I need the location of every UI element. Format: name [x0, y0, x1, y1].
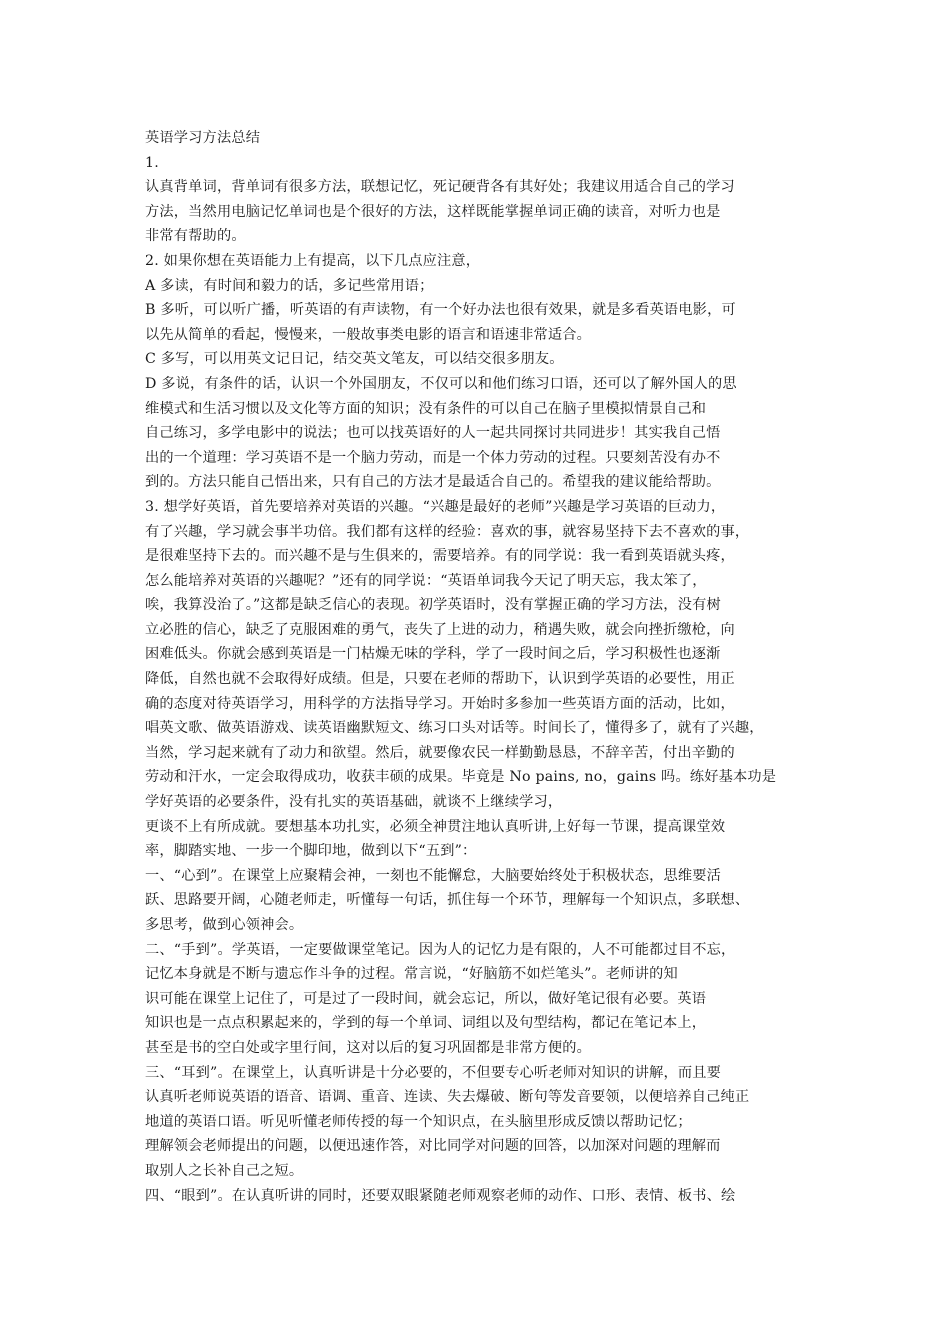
text-line: 识可能在课堂上记住了，可是过了一段时间，就会忘记，所以，做好笔记很有必要。英语: [145, 990, 707, 1007]
text-line: 方法，当然用电脑记忆单词也是个很好的方法，这样既能掌握单词正确的读音，对听力也是: [145, 203, 721, 220]
text-line: C 多写，可以用英文记日记，结交英文笔友，可以结交很多朋友。: [145, 351, 564, 368]
text-line: 降低，自然也就不会取得好成绩。但是，只要在老师的帮助下，认识到学英语的必要性，用正: [145, 671, 735, 688]
text-line: 二、“手到”。学英语，一定要做课堂笔记。因为人的记忆力是有限的，人不可能都过目不忘，: [145, 941, 736, 958]
text-line: B 多听，可以听广播，听英语的有声读物，有一个好办法也很有效果，就是多看英语电影，可: [145, 302, 736, 319]
text-line: 出的一个道理：学习英语不是一个脑力劳动，而是一个体力劳动的过程。只要刻苦没有办不: [145, 449, 721, 466]
text-line: 怎么能培养对英语的兴趣呢？”还有的同学说：“英语单词我今天记了明天忘，我太笨了，: [145, 572, 707, 589]
text-line: 当然，学习起来就有了动力和欲望。然后，就要像农民一样勤勤恳恳，不辞辛苦，付出辛勤的: [145, 744, 735, 761]
text-line: 甚至是书的空白处或字里行间，这对以后的复习巩固都是非常方便的。: [145, 1039, 592, 1056]
text-line: 到的。方法只能自己悟出来，只有自己的方法才是最适合自己的。希望我的建议能给帮助。: [145, 474, 721, 491]
text-line: 记忆本身就是不断与遗忘作斗争的过程。常言说，“好脑筋不如烂笔头”。老师讲的知: [145, 966, 678, 983]
text-line: A 多读，有时间和毅力的话，多记些常用语；: [145, 277, 434, 294]
text-line: 是很难坚持下去的。而兴趣不是与生俱来的，需要培养。有的同学说：我一看到英语就头疼，: [145, 548, 735, 565]
document-body: [145, 126, 815, 1208]
text-line: 率，脚踏实地、一步一个脚印地，做到以下“五到”：: [145, 843, 477, 860]
text-line: 以先从简单的看起，慢慢来，一般故事类电影的语言和语速非常适合。: [145, 326, 592, 343]
text-line: 唉，我算没治了。”这都是缺乏信心的表现。初学英语时，没有掌握正确的学习方法，没有树: [145, 597, 721, 614]
text-line: 立必胜的信心，缺乏了克服困难的勇气，丧失了上进的动力，稍遇失败，就会向挫折缴枪，向: [145, 621, 735, 638]
text-line: 一、“心到”。在课堂上应聚精会神，一刻也不能懈怠，大脑要始终处于积极状态，思维要活: [145, 867, 722, 884]
text-line: 非常有帮助的。: [145, 228, 246, 245]
text-line: 认真听老师说英语的语音、语调、重音、连读、失去爆破、断句等发音要领，以便培养自己纯正: [145, 1089, 750, 1106]
text-line: 地道的英语口语。听见听懂老师传授的每一个知识点，在头脑里形成反馈以帮助记忆；: [145, 1113, 692, 1130]
text-line: 维模式和生活习惯以及文化等方面的知识；没有条件的可以自己在脑子里模拟情景自己和: [145, 400, 707, 417]
text-line: 跃、思路要开阔，心随老师走，听懂每一句话，抓住每一个环节，理解每一个知识点，多联想、: [145, 892, 750, 909]
text-line: 四、“眼到”。在认真听讲的同时，还要双眼紧随老师观察老师的动作、口形、表情、板书、绘: [145, 1187, 736, 1204]
text-line: 1.: [145, 154, 159, 171]
text-line: 学好英语的必要条件，没有扎实的英语基础，就谈不上继续学习，: [145, 794, 563, 811]
document-title: 英语学习方法总结: [145, 130, 261, 146]
text-line: 多思考，做到心领神会。: [145, 917, 304, 933]
text-line: 三、“耳到”。在课堂上，认真听讲是十分必要的，不但要专心听老师对知识的讲解，而且要: [145, 1064, 722, 1081]
text-line: 知识也是一点点积累起来的，学到的每一个单词、词组以及句型结构，都记在笔记本上，: [145, 1015, 707, 1032]
text-line: 更谈不上有所成就。要想基本功扎实，必须全神贯注地认真听讲,上好每一节课，提高课堂效: [145, 818, 726, 835]
text-line: 唱英文歌、做英语游戏、读英语幽默短文、练习口头对话等。时间长了，懂得多了，就有了兴趣，: [145, 720, 764, 737]
text-line: 理解领会老师提出的问题，以便迅速作答，对比同学对问题的回答，以加深对问题的理解而: [145, 1138, 721, 1155]
text-line: 自己练习，多学电影中的说法；也可以找英语好的人一起共同探讨共同进步！其实我自己悟: [145, 425, 721, 442]
text-line: 2. 如果你想在英语能力上有提高，以下几点应注意，: [145, 252, 481, 269]
text-line: 困难低头。你就会感到英语是一门枯燥无味的学科，学了一段时间之后，学习积极性也逐渐: [145, 646, 721, 663]
text-line: 劳动和汗水，一定会取得成功，收获丰硕的成果。毕竟是 No pains, no，gains 吗。练好基本功是: [145, 769, 777, 786]
text-line: 有了兴趣，学习就会事半功倍。我们都有这样的经验：喜欢的事，就容易坚持下去不喜欢的事，: [145, 523, 750, 540]
text-line: 认真背单词，背单词有很多方法，联想记忆，死记硬背各有其好处；我建议用适合自己的学习: [145, 179, 735, 196]
text-line: D 多说，有条件的话，认识一个外国朋友，不仅可以和他们练习口语，还可以了解外国人的思: [145, 375, 737, 392]
text-line: 取别人之长补自己之短。: [145, 1162, 304, 1179]
text-line: 确的态度对待英语学习，用科学的方法指导学习。开始时多参加一些英语方面的活动，比如，: [145, 695, 735, 712]
text-line: 3. 想学好英语，首先要培养对英语的兴趣。“兴趣是最好的老师”兴趣是学习英语的巨动力，: [145, 498, 726, 515]
